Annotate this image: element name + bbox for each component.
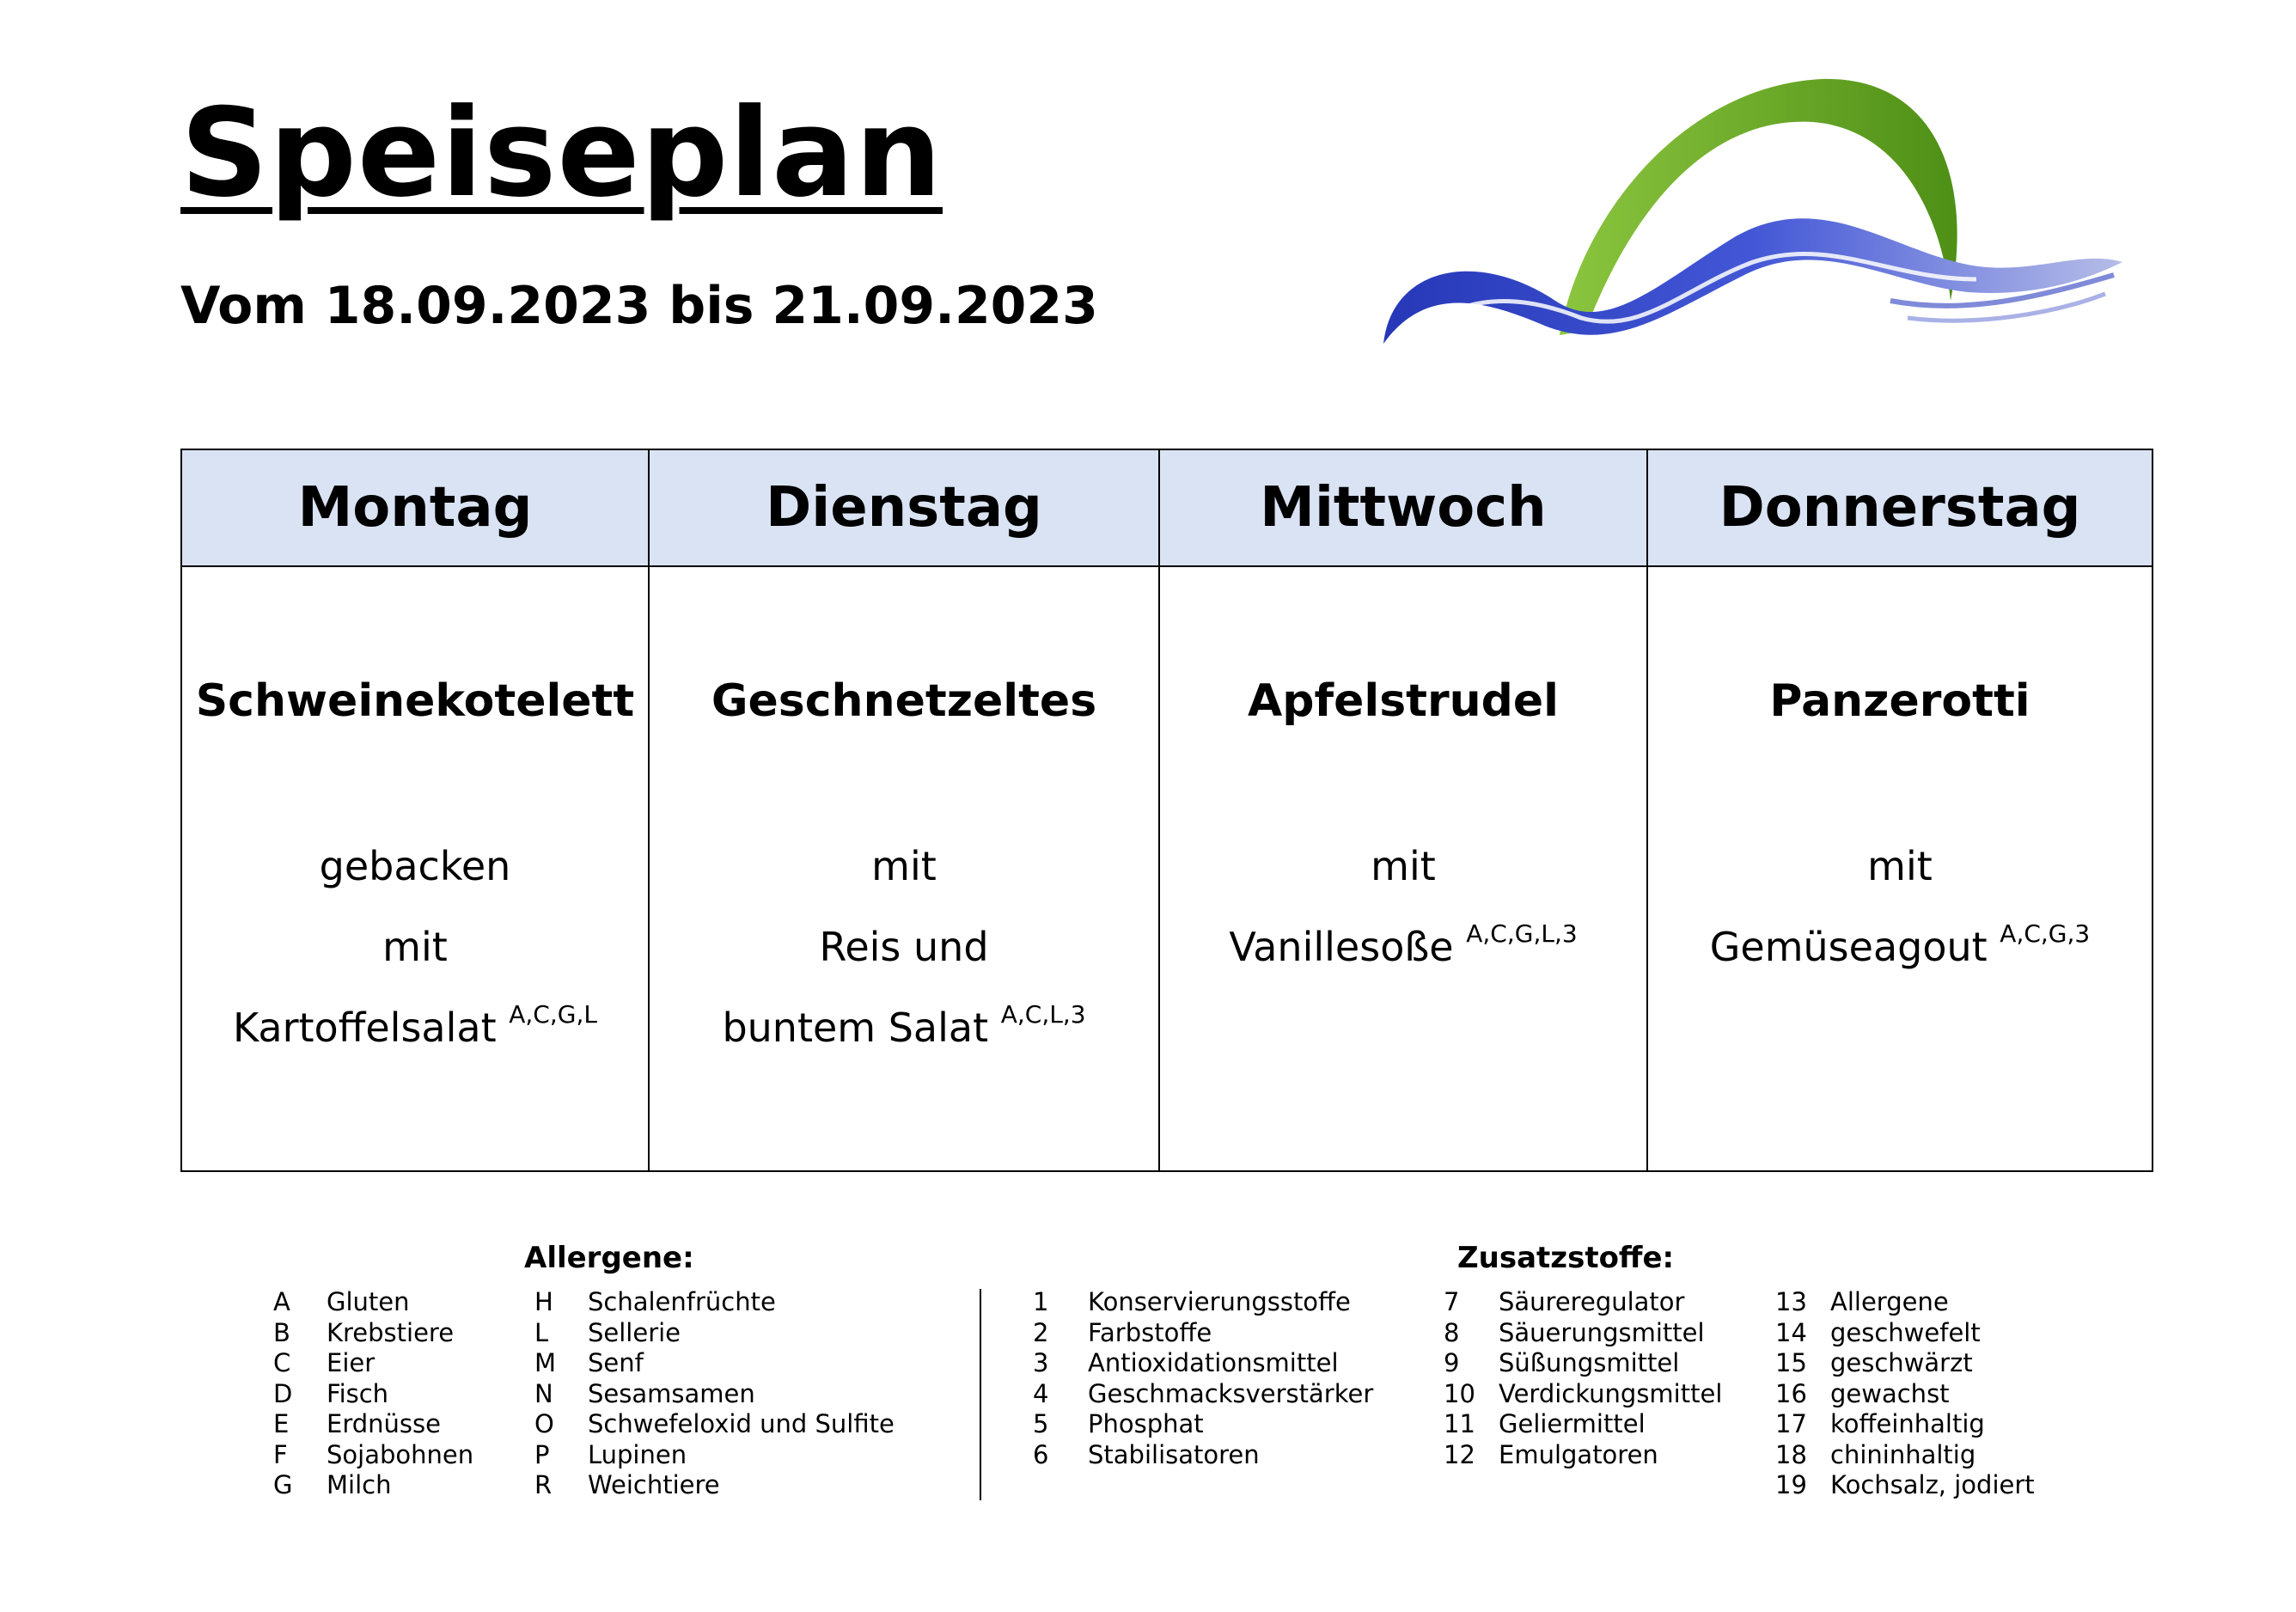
- legend-item: [1033, 1409, 1373, 1440]
- allergens-list: [534, 1287, 895, 1501]
- additives-list: [1033, 1287, 1373, 1470]
- legend-code: 11: [1444, 1409, 1475, 1438]
- legend-code: R: [534, 1470, 553, 1499]
- legend-item: [1775, 1287, 2035, 1318]
- legend-item: [273, 1440, 473, 1471]
- day-header: Mittwoch: [1159, 449, 1647, 566]
- legend-code: C: [273, 1348, 291, 1377]
- legend-label: Eier: [327, 1348, 376, 1377]
- legend-item: [1444, 1409, 1722, 1440]
- legend-label: Farbstoffe: [1088, 1317, 1212, 1347]
- legend-label: Weichtiere: [588, 1470, 720, 1499]
- legend-code: F: [273, 1439, 288, 1469]
- legend-item: [534, 1409, 895, 1440]
- legend-item: [1775, 1440, 2035, 1471]
- legend-item: [534, 1318, 895, 1349]
- legend-label: Kochsalz, jodiert: [1830, 1470, 2035, 1499]
- legend-label: Konservierungsstoffe: [1088, 1287, 1351, 1316]
- allergen-codes: A,C,G,L: [509, 1000, 597, 1029]
- legend-code: 9: [1444, 1348, 1460, 1377]
- legend-label: Sellerie: [588, 1317, 681, 1347]
- legend-label: koffeinhaltig: [1830, 1409, 1985, 1438]
- legend-code: 15: [1775, 1348, 1807, 1377]
- legend-code: 8: [1444, 1317, 1460, 1347]
- legend-item: [1775, 1318, 2035, 1349]
- legend-item: [1033, 1287, 1373, 1318]
- dish-line: mit: [1867, 843, 1933, 889]
- legend-code: 16: [1775, 1378, 1807, 1408]
- legend-label: Geliermittel: [1499, 1409, 1646, 1438]
- legend-code: 10: [1444, 1378, 1475, 1408]
- legend-label: Schalenfrüchte: [588, 1287, 776, 1316]
- legend-code: M: [534, 1348, 557, 1377]
- dish-line: mit: [382, 924, 448, 970]
- menu-cell: [181, 566, 649, 1171]
- legend-label: Lupinen: [588, 1439, 687, 1469]
- allergen-codes: A,C,G,3: [2000, 919, 2091, 948]
- legend-label: Säuerungsmittel: [1499, 1317, 1705, 1347]
- legend-label: gewachst: [1830, 1378, 1950, 1408]
- legend-item: [273, 1318, 473, 1349]
- legend-item: [1033, 1440, 1373, 1471]
- legend-code: E: [273, 1409, 290, 1438]
- legend-label: Emulgatoren: [1499, 1439, 1658, 1469]
- date-range: Vom 18.09.2023 bis 21.09.2023: [180, 276, 1098, 336]
- legend-item: [534, 1440, 895, 1471]
- logo: [1375, 69, 2131, 361]
- menu-cell: [1647, 566, 2152, 1171]
- legend-code: 2: [1033, 1317, 1049, 1347]
- dish-name: Geschnetzeltes: [711, 675, 1097, 727]
- allergen-codes: A,C,G,L,3: [1466, 919, 1578, 948]
- menu-cell: [1159, 566, 1647, 1171]
- legend-label: Schwefeloxid und Sulfite: [588, 1409, 895, 1438]
- legend-item: [534, 1379, 895, 1410]
- dish-line: mit: [1371, 843, 1436, 889]
- legend-item: [273, 1379, 473, 1410]
- additives-list: [1444, 1287, 1722, 1470]
- legend-label: Milch: [327, 1470, 392, 1499]
- legend-item: [1033, 1348, 1373, 1379]
- allergen-codes: A,C,L,3: [1000, 1000, 1086, 1029]
- legend-label: Geschmacksverstärker: [1088, 1378, 1374, 1408]
- day-header: Donnerstag: [1647, 449, 2152, 566]
- legend-item: [1775, 1409, 2035, 1440]
- legend-label: Krebstiere: [327, 1317, 455, 1347]
- legend-label: Antioxidationsmittel: [1088, 1348, 1339, 1377]
- legend-item: [534, 1348, 895, 1379]
- legend-code: G: [273, 1470, 293, 1499]
- legend-item: [273, 1470, 473, 1501]
- legend-code: B: [273, 1317, 290, 1347]
- legend-code: D: [273, 1378, 293, 1408]
- legend-label: Senf: [588, 1348, 644, 1377]
- legend-item: [1444, 1287, 1722, 1318]
- legend-code: A: [273, 1287, 290, 1316]
- legend-label: Sojabohnen: [327, 1439, 474, 1469]
- dish-line: mit: [871, 843, 937, 889]
- dish-line: Gemüseagout $^{A,C,G,3}$: [1709, 919, 2091, 970]
- legend-item: [1444, 1348, 1722, 1379]
- legend-item: [1444, 1318, 1722, 1349]
- legend-code: 6: [1033, 1439, 1049, 1469]
- legend-code: 1: [1033, 1287, 1049, 1316]
- allergens-title: Allergene:: [524, 1241, 694, 1275]
- additives-list: [1775, 1287, 2035, 1501]
- legend-code: L: [534, 1317, 549, 1347]
- legend-label: geschwefelt: [1830, 1317, 1981, 1347]
- legend-item: [1444, 1440, 1722, 1471]
- legend-code: 13: [1775, 1287, 1807, 1316]
- legend-label: Fisch: [327, 1378, 389, 1408]
- dish-line: Reis und: [819, 924, 989, 970]
- dish-line: buntem Salat $^{A,C,L,3}$: [722, 1000, 1086, 1051]
- legend-code: 4: [1033, 1378, 1049, 1408]
- legend-label: Säureregulator: [1499, 1287, 1685, 1316]
- legend-item: [1775, 1470, 2035, 1501]
- dish-line: Vanillesoße $^{A,C,G,L,3}$: [1229, 919, 1578, 970]
- day-header: Dienstag: [649, 449, 1159, 566]
- legend-code: N: [534, 1378, 553, 1408]
- legend-label: geschwärzt: [1830, 1348, 1973, 1377]
- legend-code: 19: [1775, 1470, 1807, 1499]
- legend-label: Stabilisatoren: [1088, 1439, 1260, 1469]
- legend-label: Allergene: [1830, 1287, 1949, 1316]
- legend-label: Süßungsmittel: [1499, 1348, 1680, 1377]
- legend-item: [1444, 1379, 1722, 1410]
- legend-label: Verdickungsmittel: [1499, 1378, 1723, 1408]
- legend-item: [1033, 1379, 1373, 1410]
- legend-code: 18: [1775, 1439, 1807, 1469]
- menu-table: [180, 449, 2153, 1172]
- legend-code: 7: [1444, 1287, 1460, 1316]
- legend-label: Erdnüsse: [327, 1409, 441, 1438]
- legend-item: [273, 1287, 473, 1318]
- legend-item: [1775, 1348, 2035, 1379]
- legend-label: chininhaltig: [1830, 1439, 1976, 1469]
- legend-item: [534, 1287, 895, 1318]
- legend-label: Sesamsamen: [588, 1378, 755, 1408]
- legend-item: [1775, 1379, 2035, 1410]
- menu-cell: [649, 566, 1159, 1171]
- legend-label: Gluten: [327, 1287, 410, 1316]
- dish-line: Kartoffelsalat $^{A,C,G,L}$: [233, 1000, 597, 1051]
- legend-item: [273, 1409, 473, 1440]
- day-header: Montag: [181, 449, 649, 566]
- legend-code: 3: [1033, 1348, 1049, 1377]
- legend-code: P: [534, 1439, 550, 1469]
- legend-code: 5: [1033, 1409, 1049, 1438]
- legend-code: 14: [1775, 1317, 1807, 1347]
- dish-line: gebacken: [319, 843, 511, 889]
- legend-item: [273, 1348, 473, 1379]
- legend-item: [534, 1470, 895, 1501]
- dish-name: Schweinekotelett: [195, 675, 635, 727]
- dish-name: Panzerotti: [1769, 675, 2030, 727]
- legend-code: 12: [1444, 1439, 1475, 1469]
- page-title: Speiseplan: [180, 82, 943, 224]
- additives-title: Zusatzstoffe:: [1457, 1241, 1675, 1275]
- dish-name: Apfelstrudel: [1248, 675, 1559, 727]
- legend-code: H: [534, 1287, 553, 1316]
- legend-divider: [980, 1289, 981, 1500]
- legend-item: [1033, 1318, 1373, 1349]
- legend-label: Phosphat: [1088, 1409, 1204, 1438]
- legend-code: O: [534, 1409, 554, 1438]
- legend-code: 17: [1775, 1409, 1807, 1438]
- allergens-list: [273, 1287, 473, 1501]
